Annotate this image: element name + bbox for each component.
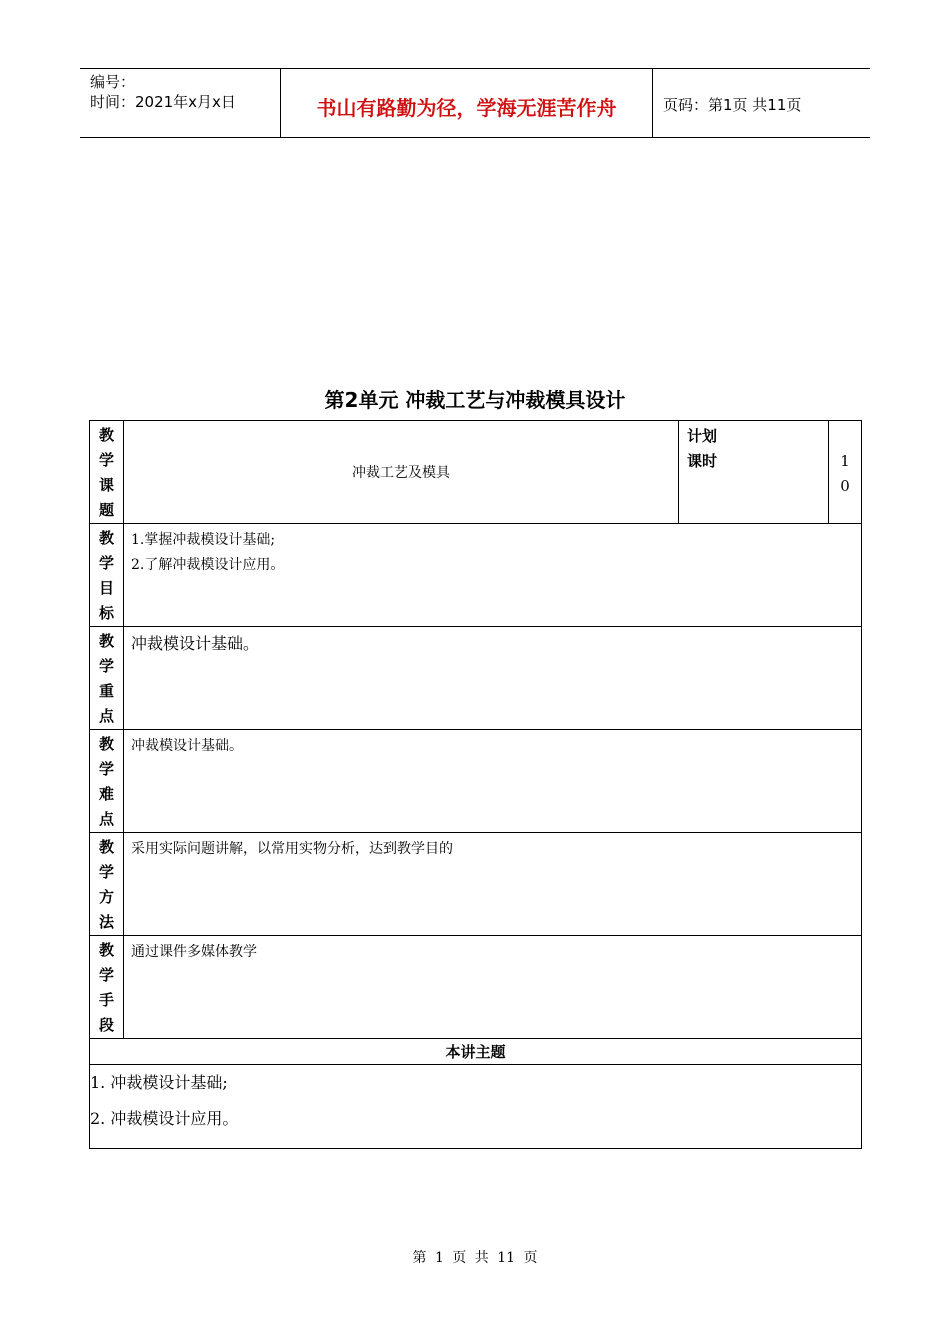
header-meta [80,69,281,137]
topics-list [90,1065,862,1149]
means-label: 教 学 手 段 [90,936,124,1039]
hours-label: 计划 课时 [679,421,829,524]
methods-value: 采用实际问题讲解，以常用实物分析，达到教学目的 [124,833,862,936]
methods-row [90,833,862,936]
objectives-label: 教 学 目 标 [90,524,124,627]
means-row [90,936,862,1039]
difficulties-row [90,730,862,833]
page-footer: 第 1 页 共 11 页 [412,1250,538,1266]
key-points-value: 冲裁模设计基础。 [124,627,862,730]
hours-value: 1 0 [829,421,862,524]
topic-row [90,421,862,524]
section-header-row [90,1039,862,1065]
difficulties-value: 冲裁模设计基础。 [124,730,862,833]
key-points-row [90,627,862,730]
topic-value: 冲裁工艺及模具 [124,421,679,524]
topics-row [90,1065,862,1149]
header-motto: 书山有路勤为径，学海无涯苦作舟 [281,69,653,137]
time-label: 时间：2021年x月x日 [90,93,236,111]
number-label: 编号： [90,73,136,91]
document-header [80,68,870,138]
means-value: 通过课件多媒体教学 [124,936,862,1039]
topic-label: 教 学 课 题 [90,421,124,524]
list-item: 1. 冲裁模设计基础; [90,1073,228,1092]
page-title: 第2单元 冲裁工艺与冲裁模具设计 [324,388,626,412]
key-points-label: 教 学 重 点 [90,627,124,730]
list-item: 2. 冲裁模设计应用。 [90,1109,239,1128]
section-title: 本讲主题 [90,1039,862,1065]
lesson-plan-table [89,420,862,1149]
objectives-value: 1.掌握冲裁模设计基础; 2.了解冲裁模设计应用。 [124,524,862,627]
objectives-row [90,524,862,627]
header-page-info: 页码：第1页 共11页 [663,95,802,114]
methods-label: 教 学 方 法 [90,833,124,936]
difficulties-label: 教 学 难 点 [90,730,124,833]
